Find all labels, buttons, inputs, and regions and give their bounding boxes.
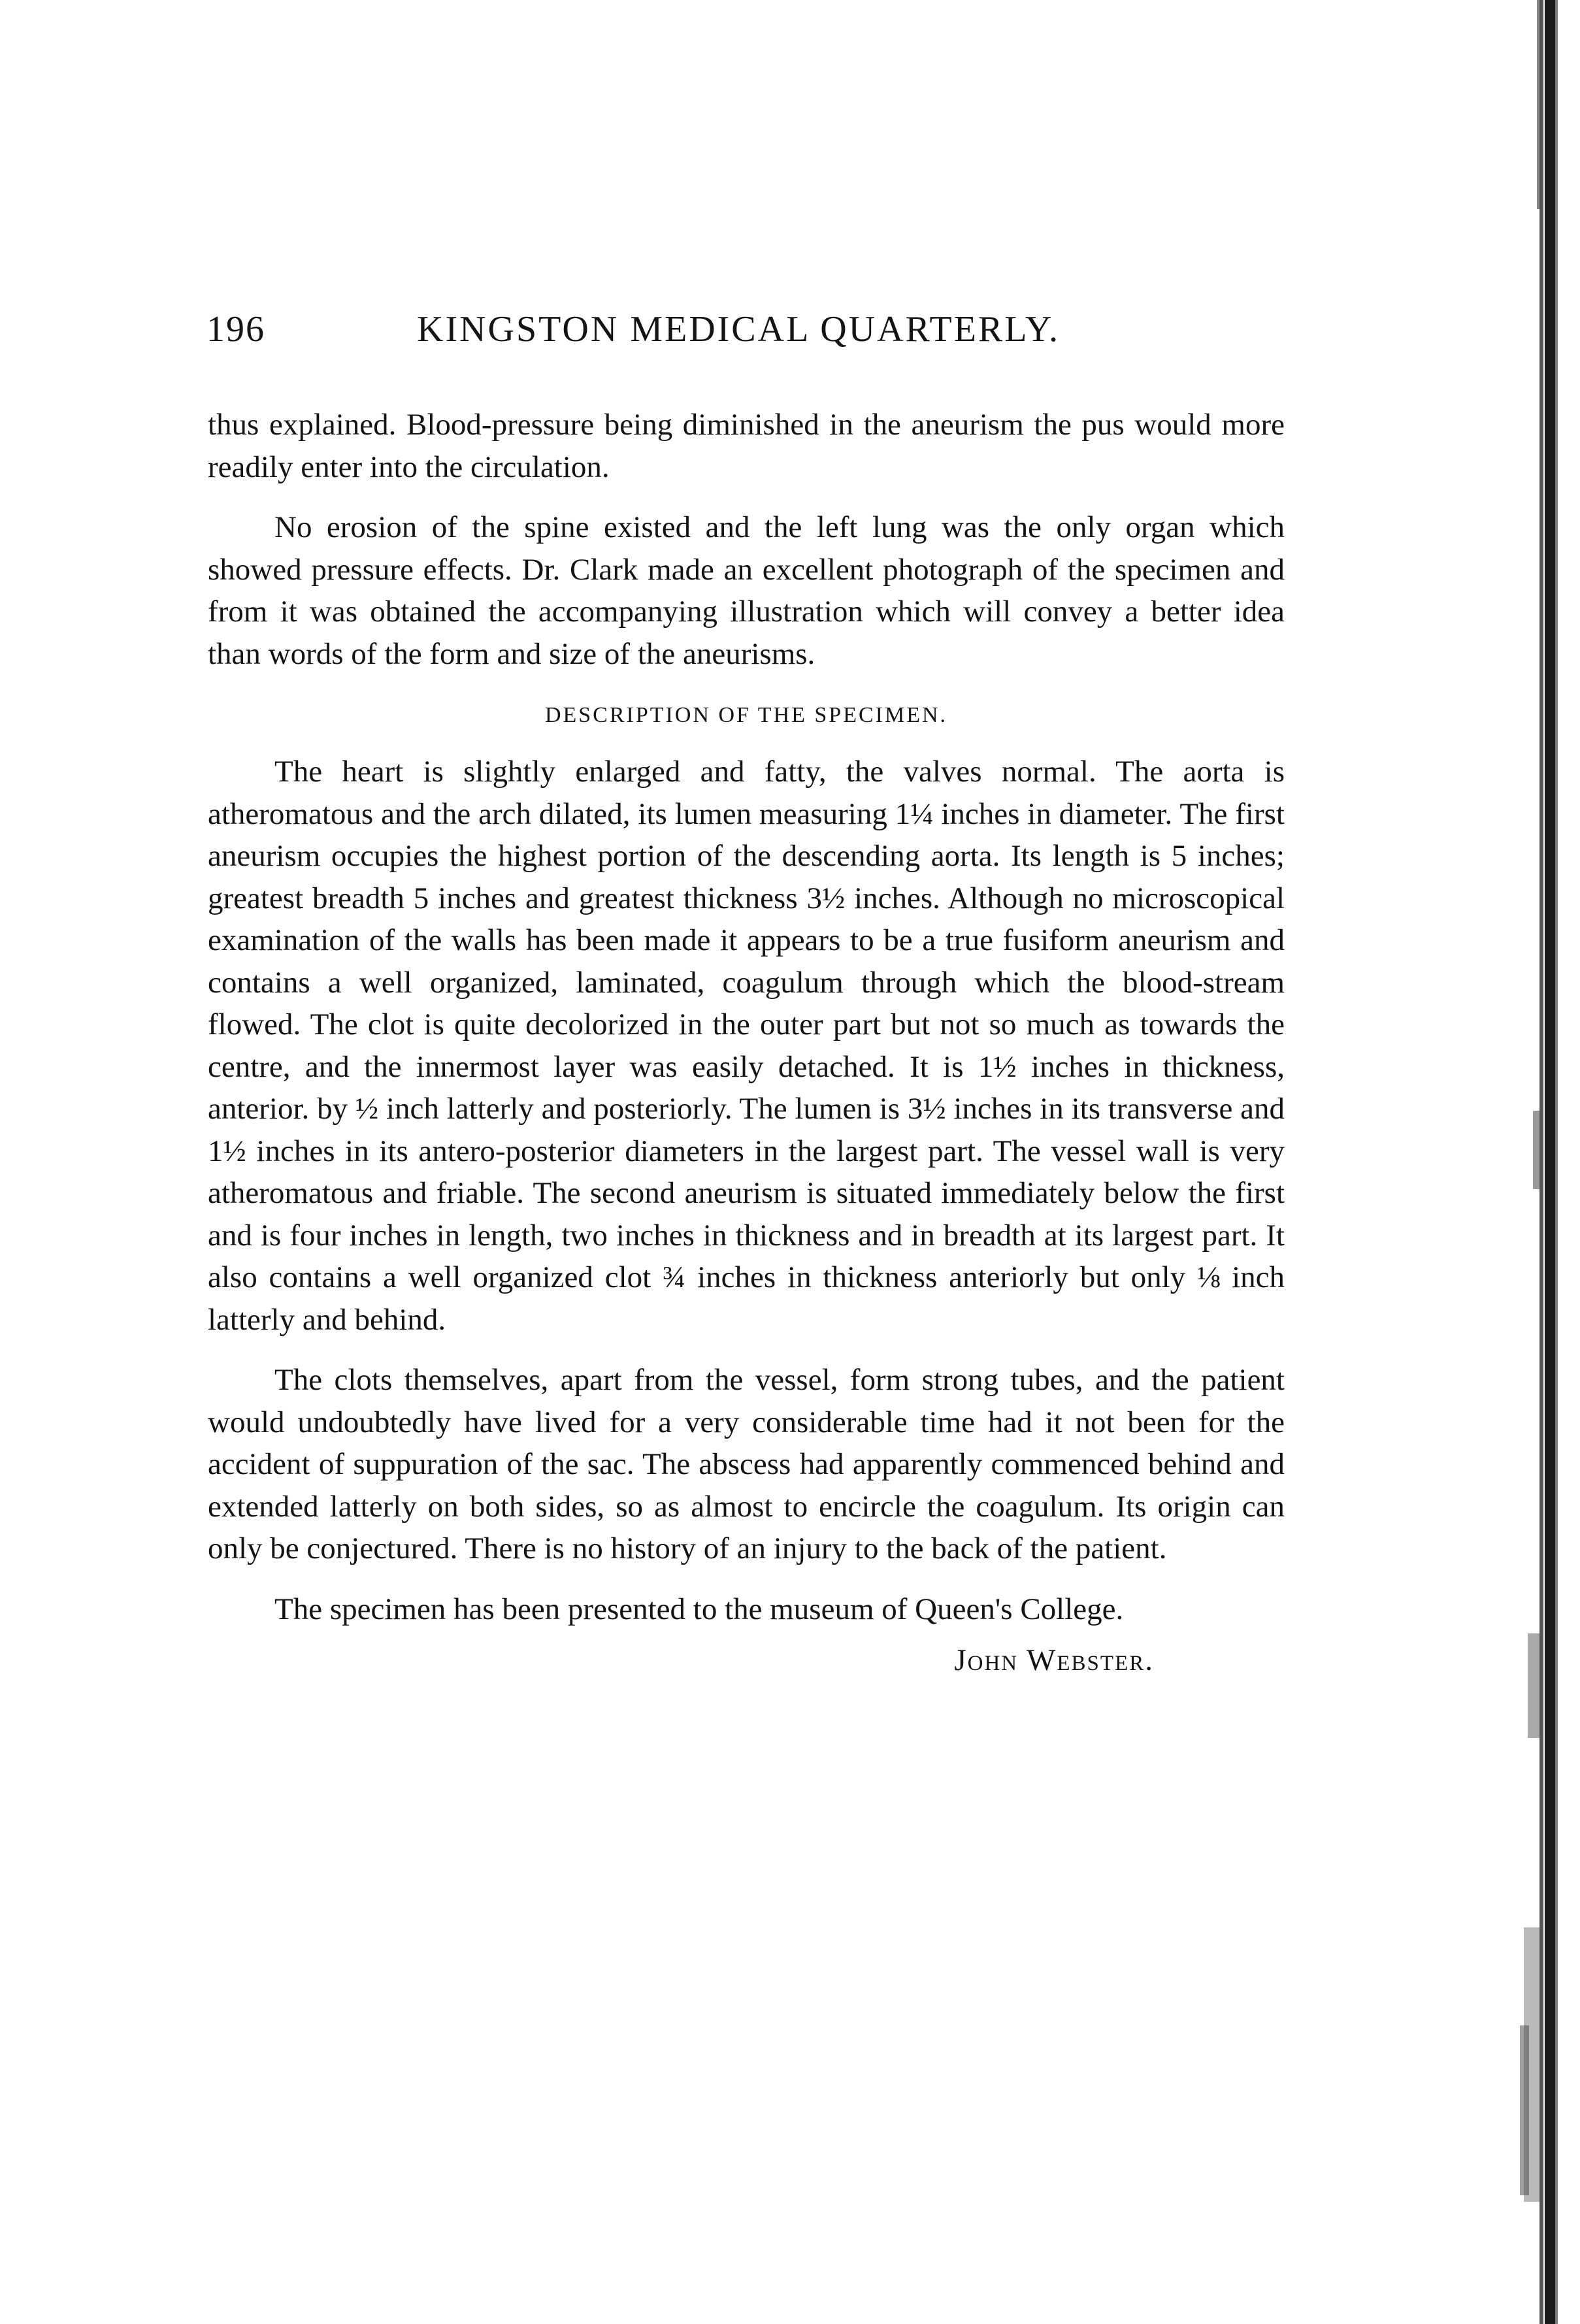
paragraph-continued: thus explained. Blood-pressure being diminished in the aneurism the pus would more readily enter into the circulation. [208, 408, 1285, 484]
article-body [208, 404, 1285, 1682]
author-signature: John Webster. [954, 1643, 1154, 1677]
binding-edge-shadow [1482, 0, 1580, 2324]
paragraph-museum: The specimen has been presented to the museum of Queen's College. [274, 1592, 1124, 1626]
paragraph-specimen-description: The heart is slightly enlarged and fatty, the valves normal. The aorta is atheromatous and the arch dilated, its lumen measuring 1¼ inches in diameter. The first aneurism occupies the highest portion of the descending aorta. Its length is 5 inches; greatest breadth 5 inches and greatest thickness 3½ inches. Although no microscopical examination of the walls has been made it appears to be a true fusiform aneurism and contains a well organized, laminated, coagulum through which the blood-stream flowed. The clot is quite decolorized in the outer part but not so much as towards the centre, and the innermost layer was easily detached. It is 1½ inches in thickness, anterior. by ½ inch latterly and posteriorly. The lumen is 3½ inches in its transverse and 1½ inches in its antero-posterior diameters in the largest part. The vessel wall is very atheromatous and friable. The second aneurism is situated immediately below the first and is four inches in length, two inches in thickness and in breadth at its largest part. It also contains a well organized clot ¾ inches in thickness anteriorly but only ⅛ inch latterly and behind. [208, 755, 1285, 1337]
paragraph-erosion: No erosion of the spine existed and the left lung was the only organ which showed pressure effects. Dr. Clark made an excellent photograph of the specimen and from it was obtained the accompanying illustration which will convey a better idea than words of the form and size of the aneurisms. [208, 510, 1285, 671]
paragraph-clots: The clots themselves, apart from the vessel, form strong tubes, and the patient would undoubtedly have lived for a very considerable time had it not been for the accident of suppuration of the sac. The abscess had apparently commenced behind and extended latterly on both sides, so as almost to encircle the coagulum. Its origin can only be conjectured. There is no history of an injury to the back of the patient. [208, 1363, 1285, 1565]
journal-title: KINGSTON MEDICAL QUARTERLY. [417, 309, 1061, 350]
section-heading: DESCRIPTION OF THE SPECIMEN. [544, 703, 948, 727]
running-head [206, 308, 1278, 361]
page-number: 196 [206, 309, 265, 350]
